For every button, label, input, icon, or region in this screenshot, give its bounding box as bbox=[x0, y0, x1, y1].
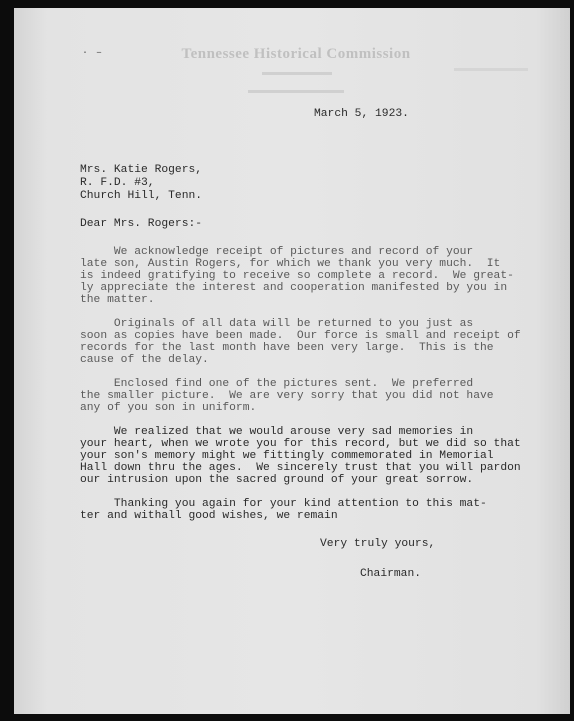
paragraph-line: We realized that we would arouse very sad memories in bbox=[80, 426, 474, 438]
paragraph-line: soon as copies have been made. Our force is small and receipt of bbox=[80, 330, 521, 342]
paragraph-line: cause of the delay. bbox=[80, 354, 209, 366]
paragraph-line: ly appreciate the interest and cooperation manifested by you in bbox=[80, 282, 508, 294]
paragraph-line: Hall down thru the ages. We sincerely trust that you will pardon bbox=[80, 462, 521, 474]
paragraph-line: our intrusion upon the sacred ground of your great sorrow. bbox=[80, 474, 474, 486]
paragraph-line: We acknowledge receipt of pictures and record of your bbox=[80, 246, 474, 258]
paragraph-line: your son's memory might we fittingly commemorated in Memorial bbox=[80, 450, 494, 462]
paragraph-line: is indeed gratifying to receive so complete a record. We great- bbox=[80, 270, 514, 282]
recipient-city: Church Hill, Tenn. bbox=[80, 190, 203, 202]
paragraph-line: Enclosed find one of the pictures sent. We preferred bbox=[80, 378, 474, 390]
letterhead-subline bbox=[248, 90, 344, 93]
paragraph-line: late son, Austin Rogers, for which we thank you very much. It bbox=[80, 258, 501, 270]
salutation: Dear Mrs. Rogers:- bbox=[80, 218, 203, 230]
paragraph-line: your heart, when we wrote you for this record, but we did so that bbox=[80, 438, 521, 450]
letter-page bbox=[14, 8, 570, 714]
paragraph-line: Originals of all data will be returned to you just as bbox=[80, 318, 474, 330]
paragraph-line: ter and withall good wishes, we remain bbox=[80, 510, 338, 522]
scan-mark: · – bbox=[82, 48, 104, 59]
letterhead-subline bbox=[262, 72, 332, 75]
paragraph-line: any of you son in uniform. bbox=[80, 402, 257, 414]
paragraph-line: the smaller picture. We are very sorry that you did not have bbox=[80, 390, 494, 402]
signature-title: Chairman. bbox=[360, 568, 422, 580]
paragraph-line: the matter. bbox=[80, 294, 155, 306]
paragraph-line: records for the last month have been very large. This is the bbox=[80, 342, 494, 354]
letterhead-mark bbox=[454, 68, 528, 71]
paragraph-line: Thanking you again for your kind attention to this mat- bbox=[80, 498, 487, 510]
letterhead-organization: Tennessee Historical Commission bbox=[181, 46, 411, 62]
recipient-name: Mrs. Katie Rogers, bbox=[80, 164, 203, 176]
recipient-route: R. F.D. #3, bbox=[80, 177, 155, 189]
letter-date: March 5, 1923. bbox=[314, 108, 409, 120]
closing: Very truly yours, bbox=[320, 538, 436, 550]
